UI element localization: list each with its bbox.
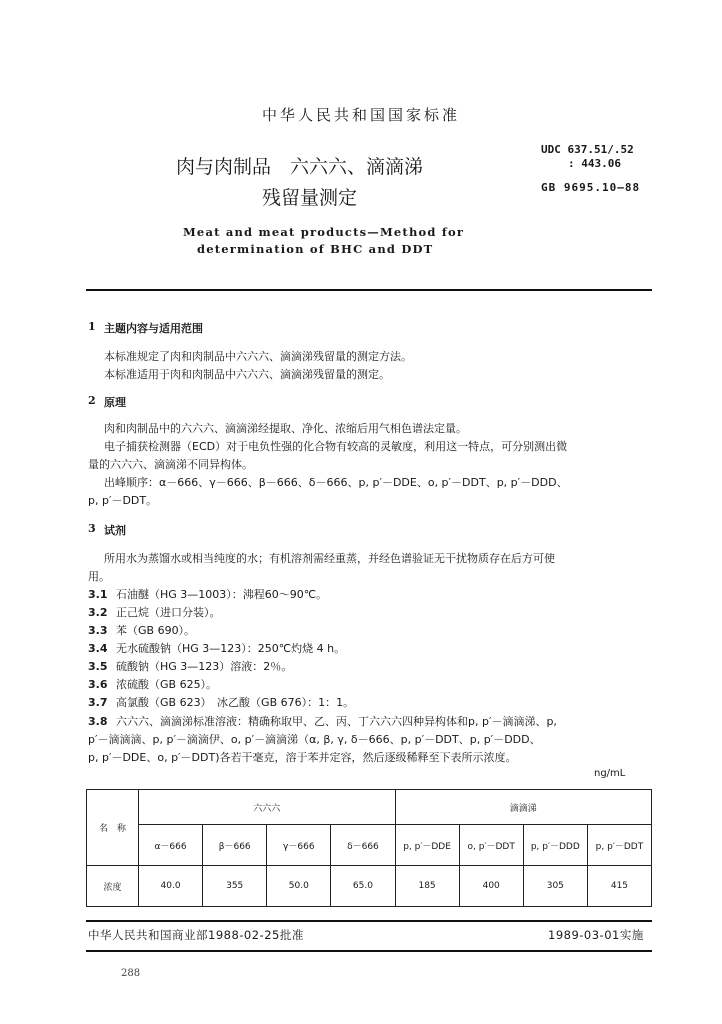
table-cell: 40.0	[139, 866, 203, 907]
table-column-header: o, p′－DDT	[459, 825, 523, 866]
reagent-item-number: 3.5	[88, 660, 108, 673]
table-column-header: α－666	[139, 825, 203, 866]
table-cell: 65.0	[331, 866, 395, 907]
table-name-header: 名 称	[87, 790, 139, 866]
table-cell: 355	[203, 866, 267, 907]
reagent-item-number: 3.4	[88, 642, 108, 655]
title-en-line1: Meat and meat products—Method for	[183, 225, 465, 239]
reagent-item-text: 正己烷（进口分装）。	[116, 606, 221, 619]
section-2-para1: 肉和肉制品中的六六六、滴滴涕经提取、净化、浓缩后用气相色谱法定量。	[104, 422, 467, 435]
reagent-item-number: 3.8	[88, 715, 108, 728]
reagent-item	[88, 604, 221, 620]
implementation-date: 1989-03-01实施	[548, 928, 644, 942]
table-cell: 185	[395, 866, 459, 907]
table-cell: 400	[459, 866, 523, 907]
section-3-intro-line1: 所用水为蒸馏水或相当纯度的水；有机溶剂需经重蒸，并经色谱验证无干扰物质存在后方可使	[104, 552, 555, 565]
reagent-item-number: 3.3	[88, 624, 108, 637]
udc-code-line2: : 443.06	[568, 157, 621, 170]
table-group-ddt: 滴滴涕	[395, 790, 652, 825]
reagent-item-text: 硫酸钠（HG 3—123）溶液：2％。	[116, 660, 293, 673]
approval-note: 中华人民共和国商业部1988-02-25批准	[88, 928, 304, 942]
page-number: 288	[121, 968, 141, 979]
section-2-para2-line1: 电子捕获检测器（ECD）对于电负性强的化合物有较高的灵敏度，利用这一特点，可分别测出微	[104, 440, 568, 453]
reagent-item-number: 3.6	[88, 678, 108, 691]
section-1-title: 主题内容与适用范围	[104, 322, 203, 335]
table-unit: ng/mL	[594, 768, 626, 779]
header-divider	[86, 289, 652, 291]
section-2-para2-line2: 量的六六六、滴滴涕不同异构体。	[88, 458, 253, 471]
reagent-item-number: 3.7	[88, 696, 108, 709]
reagent-item-text: 浓硫酸（GB 625）。	[116, 678, 218, 691]
reagent-item-text: 六六六、滴滴涕标准溶液：精确称取甲、乙、丙、丁六六六四种异构体和p, p′－滴滴涕、p,	[116, 715, 557, 728]
section-3-title: 试剂	[104, 524, 126, 537]
reagent-item	[88, 658, 292, 674]
table-cell: 305	[523, 866, 587, 907]
title-cn-line2: 残留量测定	[262, 187, 358, 209]
table-row	[87, 866, 652, 907]
reagent-item-text: 苯（GB 690）。	[116, 624, 196, 637]
table-column-header: γ－666	[267, 825, 331, 866]
table-column-header: β－666	[203, 825, 267, 866]
table-column-header: δ－666	[331, 825, 395, 866]
section-3-intro-line2: 用。	[88, 570, 110, 583]
section-2-para3-line1: 出峰顺序：α－666、γ－666、β－666、δ－666、p, p′－DDE、o, p′－DDT、p, p′－DDD、	[104, 476, 568, 489]
reagent-item-number: 3.2	[88, 606, 108, 619]
reagent-item	[88, 640, 345, 656]
footer-bottom-rule	[86, 950, 652, 952]
concentration-table	[86, 789, 652, 907]
table-column-header: p, p′－DDD	[523, 825, 587, 866]
section-1-para1: 本标准规定了肉和肉制品中六六六、滴滴涕残留量的测定方法。	[104, 350, 412, 363]
section-1-para2: 本标准适用于肉和肉制品中六六六、滴滴涕残留量的测定。	[104, 368, 390, 381]
table-cell: 415	[587, 866, 651, 907]
reagent-item	[88, 586, 327, 602]
table-cell: 50.0	[267, 866, 331, 907]
footer-divider	[86, 920, 652, 922]
reagent-item	[88, 676, 217, 692]
title-cn-line1: 肉与肉制品 六六六、滴滴涕	[176, 156, 424, 178]
reagent-item-text: 无水硫酸钠（HG 3—123）：250℃灼烧 4 h。	[116, 642, 346, 655]
reagent-item-text: 石油醚（HG 3—1003）：沸程60～90℃。	[116, 588, 328, 601]
table-row-label: 浓度	[87, 866, 139, 907]
reagent-item	[88, 622, 195, 638]
reagent-item	[88, 694, 354, 710]
reagent-item-3-8-line3: p, p′－DDE、o, p′－DDT)各若干毫克，溶于苯并定容，然后逐级稀释至下表所示浓度。	[88, 751, 517, 764]
table-group-bhc: 六六六	[139, 790, 396, 825]
gb-standard-code: GB 9695.10—88	[541, 181, 641, 194]
udc-code-line1: UDC 637.51/.52	[541, 143, 634, 156]
title-en-line2: determination of BHC and DDT	[197, 242, 434, 256]
section-1-number: 1	[88, 320, 96, 333]
table-column-header: p, p′－DDE	[395, 825, 459, 866]
section-2-title: 原理	[104, 396, 126, 409]
section-2-para3-line2: p, p′－DDT。	[88, 494, 158, 507]
section-3-number: 3	[88, 522, 96, 535]
national-standard-heading: 中华人民共和国国家标准	[261, 106, 460, 124]
reagent-item-text: 高氯酸（GB 623） 冰乙酸（GB 676）：1：1。	[116, 696, 355, 709]
reagent-item-3-8-line2: p′－滴滴滴、p, p′－滴滴伊、o, p′－滴滴涕（α, β, γ, δ－666、p, p′－DDT、p, p′－DDD、	[88, 733, 541, 746]
reagent-item-number: 3.1	[88, 588, 108, 601]
section-2-number: 2	[88, 394, 96, 407]
reagent-item-3-8	[88, 713, 557, 729]
table-column-header: p, p′－DDT	[587, 825, 651, 866]
